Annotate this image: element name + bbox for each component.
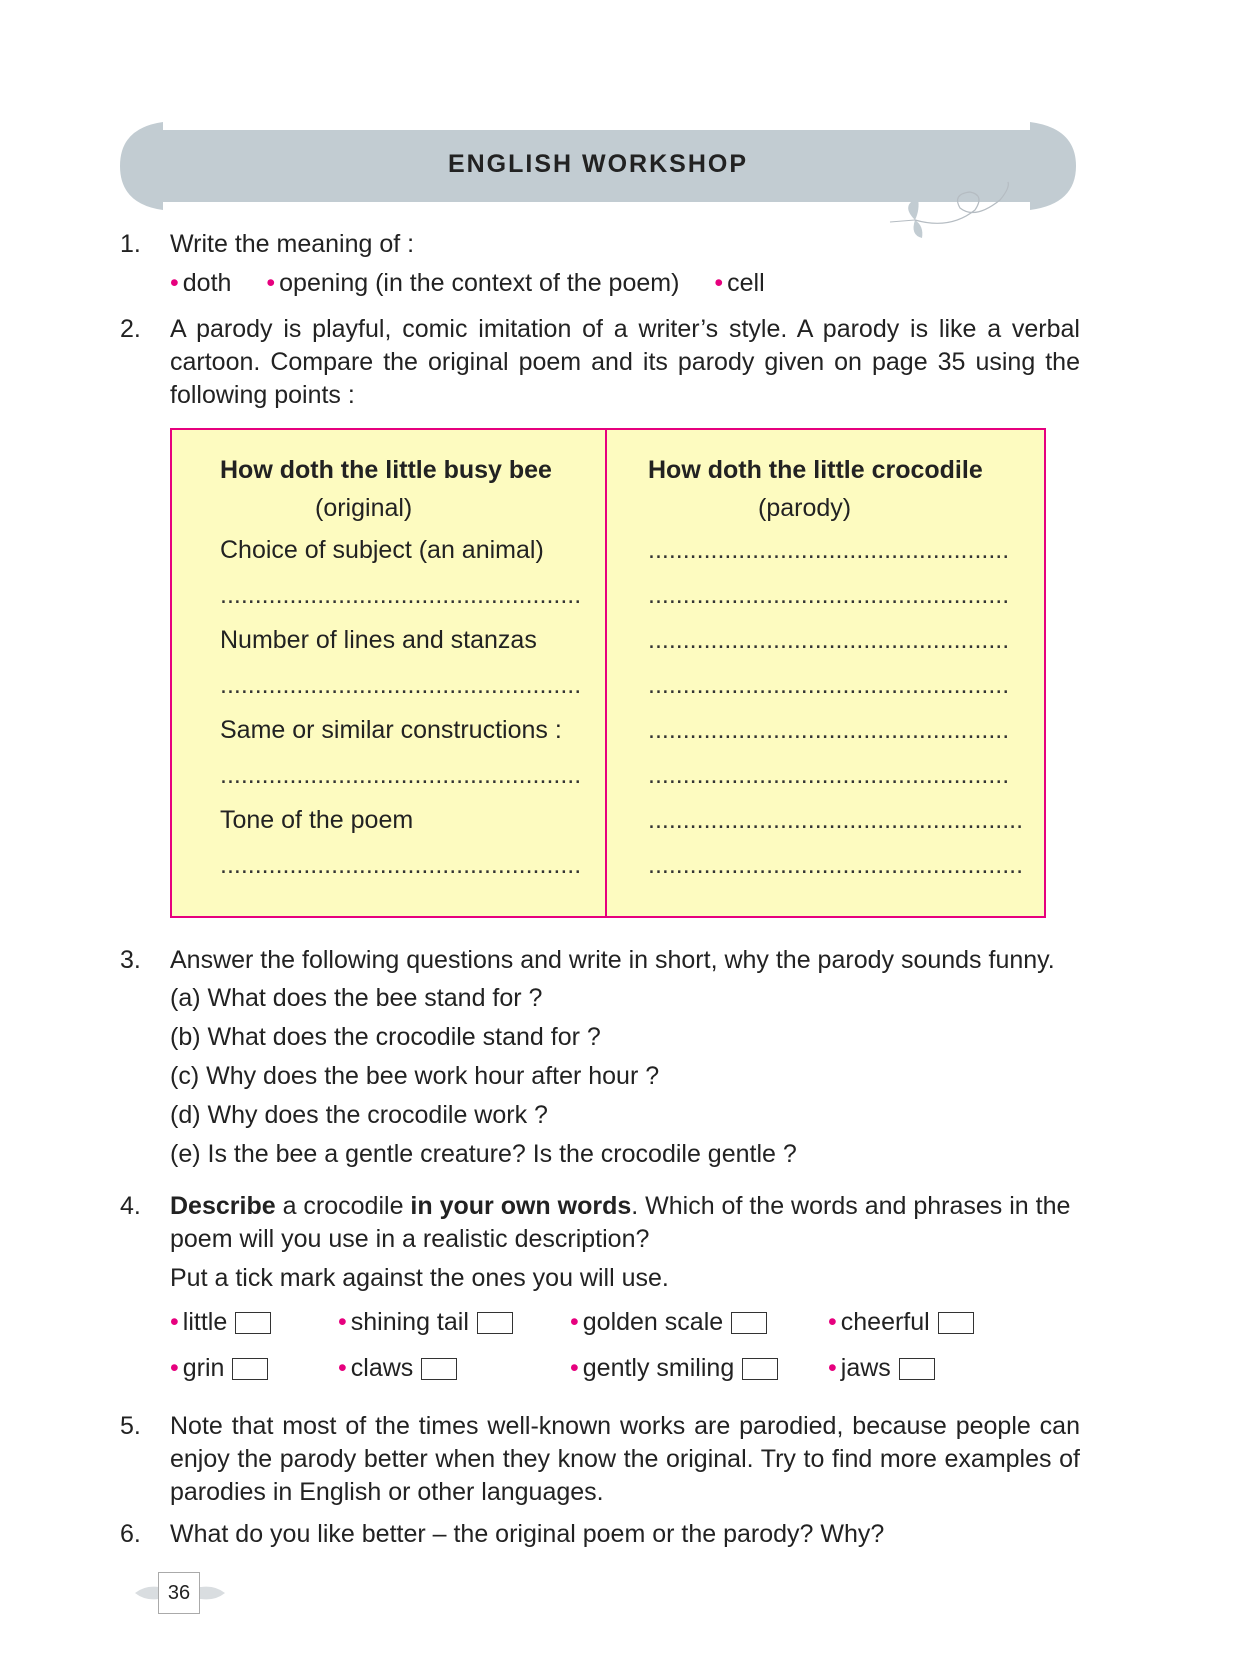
answer-line[interactable]: .................................................... xyxy=(220,851,582,879)
tick-options-row xyxy=(170,1299,1080,1345)
option-label: jaws xyxy=(840,1354,891,1382)
option-label: golden scale xyxy=(582,1308,724,1336)
tick-option[interactable]: • grin xyxy=(170,1345,268,1391)
option-label: claws xyxy=(350,1354,414,1382)
sub-question: (a) What does the bee stand for ? xyxy=(170,984,543,1012)
answer-line[interactable]: .................................................... xyxy=(648,581,1010,609)
question-number: 3. xyxy=(120,946,141,974)
option-label: gently smiling xyxy=(582,1354,735,1382)
question-number: 2. xyxy=(120,315,141,343)
answer-line[interactable]: .................................................... xyxy=(648,626,1010,654)
tick-box[interactable] xyxy=(477,1312,513,1334)
bullet-icon: • xyxy=(170,269,179,297)
answer-line[interactable]: .................................................... xyxy=(220,581,582,609)
tick-box[interactable] xyxy=(742,1358,778,1380)
tick-box[interactable] xyxy=(938,1312,974,1334)
answer-line[interactable]: ...................................................... xyxy=(648,851,1024,879)
original-column xyxy=(220,452,581,888)
term-item: opening (in the context of the poem) xyxy=(279,269,680,297)
column-title: How doth the little crocodile xyxy=(648,456,983,484)
answer-line[interactable]: .................................................... xyxy=(648,536,1010,564)
sub-question: (c) Why does the bee work hour after hour ? xyxy=(170,1062,660,1090)
option-label: grin xyxy=(182,1354,225,1382)
tick-option[interactable]: • jaws xyxy=(828,1345,935,1391)
column-subtitle: (original) xyxy=(315,494,413,522)
answer-line[interactable]: .................................................... xyxy=(648,761,1010,789)
answer-line[interactable]: .................................................... xyxy=(648,671,1010,699)
term-item: doth xyxy=(182,269,232,297)
tick-options-row xyxy=(170,1345,1080,1391)
bullet-icon: • xyxy=(714,269,724,297)
point-label: Number of lines and stanzas xyxy=(220,626,537,654)
question-text-part: . Which of the words and phrases in the xyxy=(631,1192,1071,1220)
emphasis-text: Describe xyxy=(170,1192,276,1220)
page-number: 36 xyxy=(158,1572,200,1614)
question-text: Answer the following questions and write in short, why the parody sounds funny. xyxy=(170,946,1055,974)
term-item: cell xyxy=(727,269,765,297)
question-text: A parody is playful, comic imitation of a writer’s style. A parody is like a verbal cartoon. Compare the original poem and its parody given on page 35 using the following points : xyxy=(170,315,1080,409)
option-label: little xyxy=(182,1308,228,1336)
answer-line[interactable]: .................................................... xyxy=(220,761,582,789)
point-label: Choice of subject (an animal) xyxy=(220,536,544,564)
question-text xyxy=(170,1190,1080,1223)
tick-option[interactable]: • gently smiling xyxy=(570,1345,778,1391)
tick-box[interactable] xyxy=(731,1312,767,1334)
sub-question: (d) Why does the crocodile work ? xyxy=(170,1101,548,1129)
tick-box[interactable] xyxy=(232,1358,268,1380)
answer-line[interactable]: ...................................................... xyxy=(648,806,1024,834)
sub-question: (b) What does the crocodile stand for ? xyxy=(170,1023,601,1051)
point-label: Same or similar constructions : xyxy=(220,716,562,744)
parody-column xyxy=(648,452,1023,888)
bullet-icon: • xyxy=(266,269,276,297)
tick-box[interactable] xyxy=(235,1312,271,1334)
tick-option[interactable]: • little xyxy=(170,1299,271,1345)
tick-option[interactable]: • claws xyxy=(338,1345,457,1391)
column-title: How doth the little busy bee xyxy=(220,456,552,484)
answer-line[interactable]: .................................................... xyxy=(220,671,582,699)
table-divider xyxy=(605,430,607,916)
answer-line[interactable]: .................................................... xyxy=(648,716,1010,744)
tick-option[interactable]: • shining tail xyxy=(338,1299,513,1345)
tick-option[interactable]: • cheerful xyxy=(828,1299,974,1345)
question-text: Write the meaning of : xyxy=(170,230,415,258)
column-subtitle: (parody) xyxy=(758,494,852,522)
question-text: Note that most of the times well-known works are parodied, because people can enjoy the parody better when they know the original. Try to find more examples of parodies in English or other languages. xyxy=(170,1412,1080,1506)
tick-box[interactable] xyxy=(899,1358,935,1380)
term-list xyxy=(170,267,1080,300)
tick-option[interactable]: • golden scale xyxy=(570,1299,767,1345)
option-label: shining tail xyxy=(350,1308,469,1336)
question-number: 4. xyxy=(120,1192,141,1220)
instruction-text: Put a tick mark against the ones you will use. xyxy=(170,1264,669,1292)
sub-question: (e) Is the bee a gentle creature? Is the crocodile gentle ? xyxy=(170,1140,797,1168)
question-text: What do you like better – the original poem or the parody? Why? xyxy=(170,1520,885,1548)
question-text: poem will you use in a realistic description? xyxy=(170,1225,650,1253)
question-number: 6. xyxy=(120,1520,141,1548)
tick-box[interactable] xyxy=(421,1358,457,1380)
question-number: 1. xyxy=(120,230,141,258)
question-number: 5. xyxy=(120,1412,141,1440)
question-text-part: a crocodile xyxy=(275,1192,411,1220)
point-label: Tone of the poem xyxy=(220,806,414,834)
comparison-table xyxy=(170,428,1046,918)
option-label: cheerful xyxy=(840,1308,930,1336)
emphasis-text: in your own words xyxy=(410,1192,632,1220)
section-title: ENGLISH WORKSHOP xyxy=(447,150,749,178)
